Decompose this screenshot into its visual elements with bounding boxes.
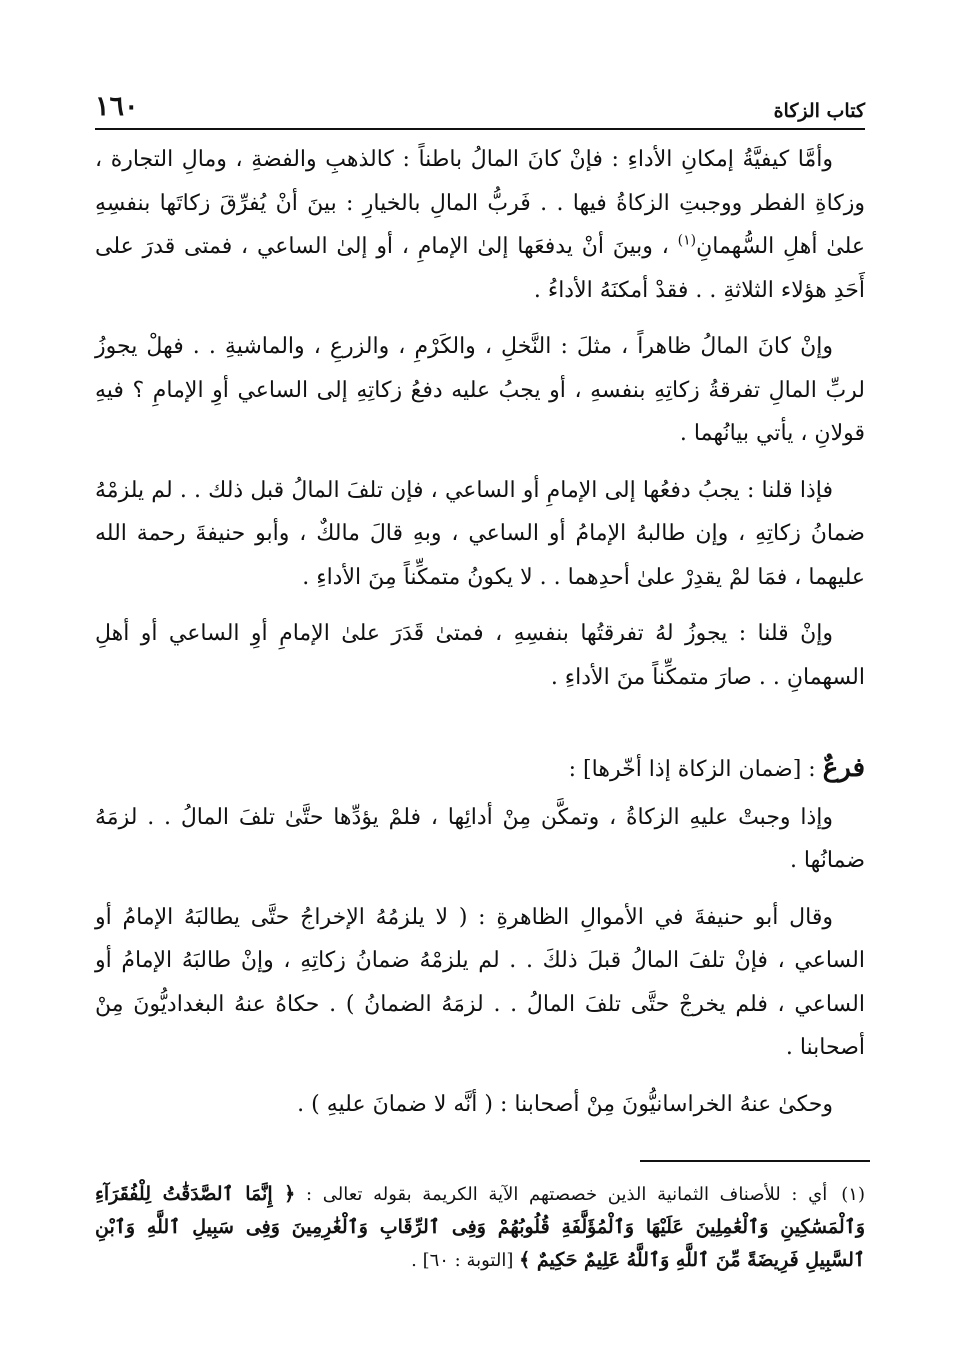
branch-title: : [ضمان الزكاة إذا أخّرها] : (568, 757, 823, 782)
running-title: كتاب الزكاة (773, 100, 865, 122)
footnote-divider (640, 1160, 870, 1162)
footnote-marker: (١) (841, 1184, 865, 1205)
paragraph-visible-wealth: وإنْ كانَ المالُ ظاهراً ، مثلَ : النَّخلِ ، والكَرْمِ ، والزرعِ ، والماشيةِ . . فهلْ يجوزُ لربِّ المالِ تفرقةُ زكاتِهِ بنفسهِ ، أو يجبُ عليه دفعُ زكاتِهِ إلى الساعي أوِ الإمامِ ؟ فيهِ قولانِ ، يأتي بيانُهما . (95, 334, 865, 446)
footnote-intro: أي : للأصناف الثمانية الذين خصصتهم الآية الكريمة بقوله تعالى : (295, 1184, 828, 1205)
page-header (95, 78, 865, 130)
paragraph-khurasani-report: وحكىٰ عنهُ الخراسانيُّونَ مِنْ أصحابنا : ( أنَّه لا ضمانَ عليهِ ) . (297, 1091, 833, 1117)
footnote-item (95, 1178, 865, 1277)
footnote-reference[interactable]: (١) (677, 232, 697, 249)
paragraph-abu-hanifa: وقال أبو حنيفةَ في الأموالِ الظاهرةِ : ( لا يلزمُهُ الإخراجُ حتَّى يطالبَهُ الإمامُ أو الساعي ، فإنْ تلفَ المالُ قبلَ ذلكَ . . لم يلزمْهُ ضمانُ زكاتِهِ ، وإنْ طالبَهُ الإمامُ أو الساعي ، فلم يخرجْ حتَّى تلفَ المالُ . . لزمَهُ الضمانُ ) . حكاهُ عنهُ البغداديُّونَ مِنْ أصحابنا . (95, 904, 865, 1060)
paragraph-text: ، وبينَ أنْ يدفعَها إلىٰ الإمامِ ، أو إلىٰ الساعي ، فمتى قدرَ على أَحَدِ هؤلاء الثلاثةِ . . فقدْ أمكنَهُ الأداءُ . (95, 234, 865, 303)
quran-verse: ﴿ إِنَّمَا ٱلصَّدَقَٰتُ لِلْفُقَرَآءِ وَٱلْمَسَٰكِينِ وَٱلْعَٰمِلِينَ عَلَيْهَا وَٱلْمُؤَلَّفَةِ قُلُوبُهُمْ وَفِى ٱلرِّقَابِ وَٱلْغَٰرِمِينَ وَفِى سَبِيلِ ٱللَّهِ وَٱبْنِ ٱلسَّبِيلِ فَرِيضَةً مِّنَ ٱللَّهِ وَٱللَّهُ عَلِيمٌ حَكِيمٌ ﴾ (95, 1183, 865, 1271)
paragraph-self-distribution: وإنْ قلنا : يجوزُ لهُ تفرقتُها بنفسِهِ ، فمتىٰ قَدَرَ علىٰ الإمامِ أوِ الساعي أو أهلِ السهمانِ . . صارَ متمكِّناً منَ الأداءِ . (95, 621, 865, 690)
page-number: ١٦٠ (95, 91, 139, 122)
paragraph-pay-to-imam: فإذا قلنا : يجبُ دفعُها إلى الإمامِ أو الساعي ، فإن تلفَ المالُ قبل ذلك . . لم يلزمْهُ ضمانُ زكاتِهِ ، وإن طالبهُ الإمامُ أو الساعي ، وبهِ قالَ مالكٌ ، وأبو حنيفةَ رحمة الله عليهما ، فمَا لمْ يقدِرْ علىٰ أحدِهما . . لا يكونُ متمكِّناً مِنَ الأداءِ . (95, 477, 865, 590)
paragraph-payment-possibility (95, 138, 865, 312)
section-heading (95, 747, 865, 792)
paragraph-text: وأمَّا كيفيَّةُ إمكانِ الأداءِ : فإنْ كانَ المالُ باطناً : كالذهبِ والفضةِ ، ومالِ التجارة ، وزكاةِ الفطر ووجبتِ الزكاةُ فيها . . فَربُّ المالِ بالخيارِ : بينَ أنْ يُفرِّقَ زكاتَها بنفسِهِ علىٰ أهلِ السُّهمانِ (95, 147, 865, 259)
footnotes (95, 1178, 865, 1277)
main-text (95, 138, 865, 1139)
branch-word: فرعٌ (822, 753, 865, 783)
paragraph-liability: وإذا وجبتْ عليهِ الزكاةُ ، وتمكَّن مِنْ أدائِها ، فلمْ يؤدِّها حتَّىٰ تلفَ المالُ . . لزمَهُ ضمانُها . (95, 804, 865, 873)
verse-source: [التوبة : ٦٠] . (411, 1250, 520, 1271)
